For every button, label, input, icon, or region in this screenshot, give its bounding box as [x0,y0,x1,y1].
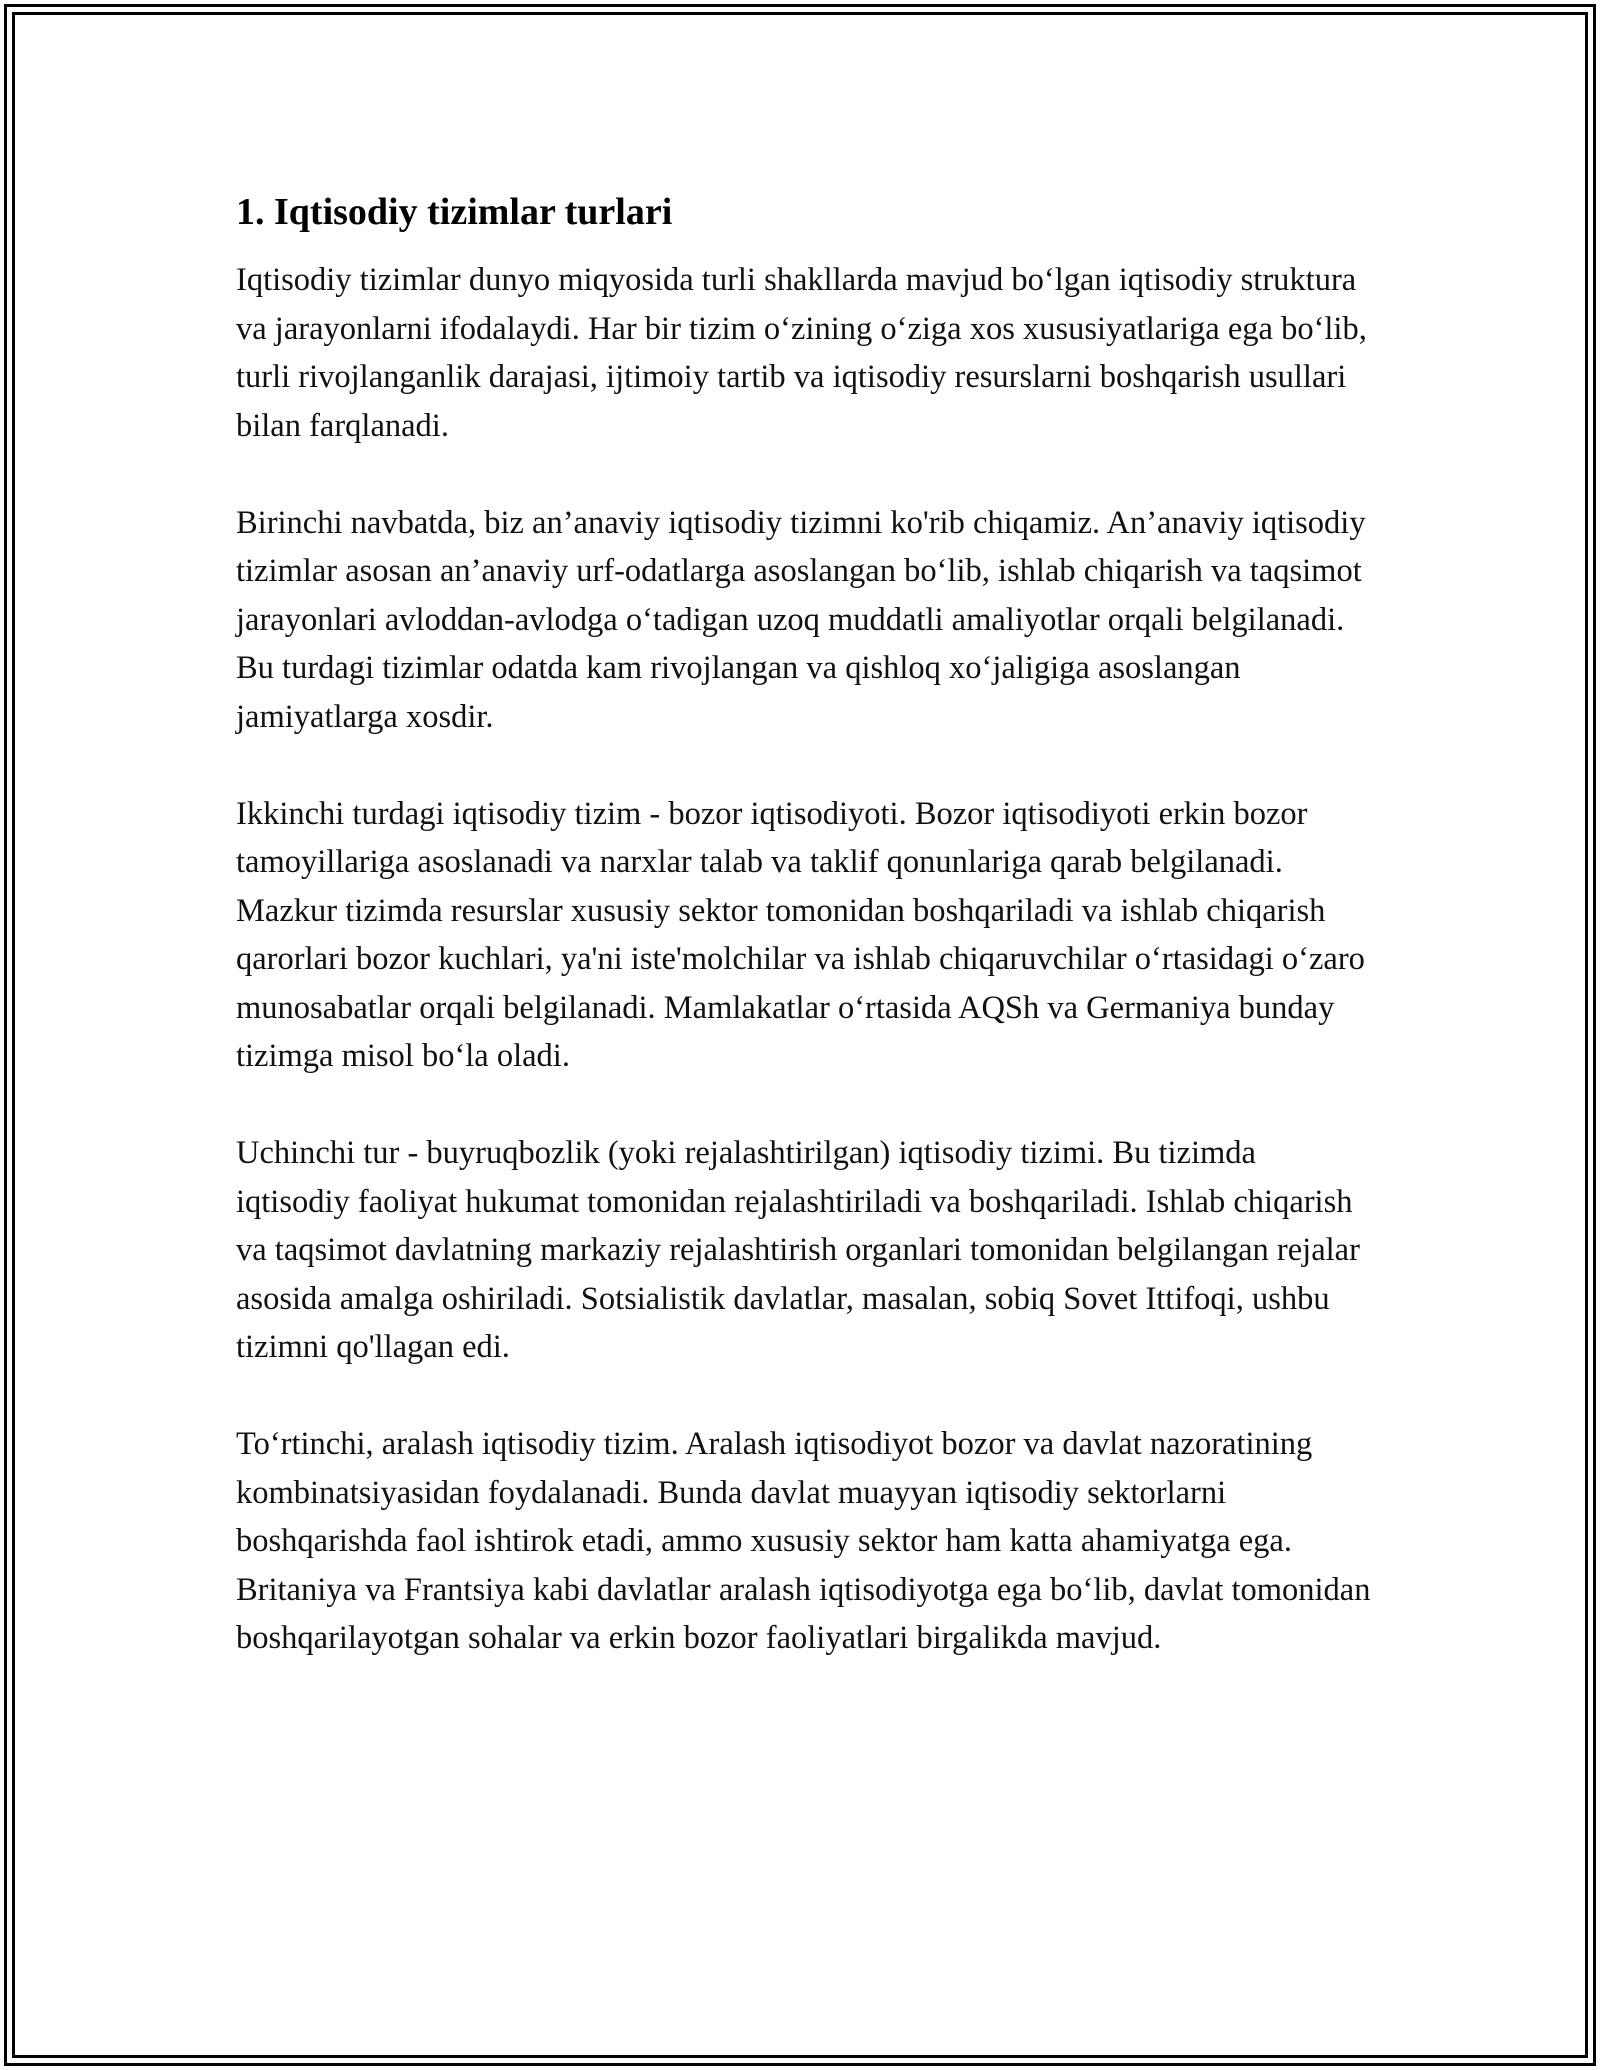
paragraph-mixed-economy: To‘rtinchi, aralash iqtisodiy tizim. Aralash iqtisodiyot bozor va davlat nazoratining kombinatsiyasidan foydalanadi. Bunda davlat muayyan iqtisodiy sektorlarni boshqarishda faol ishtirok etadi, ammo xususiy sektor ham katta ahamiyatga ega. Britaniya va Frantsiya kabi davlatlar aralash iqtisodiyotga ega bo‘lib, davlat tomonidan boshqarilayotgan sohalar va erkin bozor faoliyatlari birgalikda mavjud. [236,1426,1371,1656]
document-body [236,188,1376,1663]
paragraph-command-economy: Uchinchi tur - buyruqbozlik (yoki rejalashtirilgan) iqtisodiy tizimi. Bu tizimda iqtisodiy faoliyat hukumat tomonidan rejalashtiriladi va boshqariladi. Ishlab chiqarish va taqsimot davlatning markaziy rejalashtirish organlari tomonidan belgilangan rejalar asosida amalga oshiriladi. Sotsialistik davlatlar, masalan, sobiq Sovet Ittifoqi, ushbu tizimni qo'llagan edi. [236,1135,1360,1365]
section-title: 1. Iqtisodiy tizimlar turlari [236,191,673,233]
paragraph-intro: Iqtisodiy tizimlar dunyo miqyosida turli shakllarda mavjud bo‘lgan iqtisodiy struktura va jarayonlarni ifodalaydi. Har bir tizim o‘zining o‘ziga xos xususiyatlariga ega bo‘lib, turli rivojlanganlik darajasi, ijtimoiy tartib va iqtisodiy resurslarni boshqarish usullari bilan farqlanadi. [236,262,1367,444]
paragraph-traditional-economy: Birinchi navbatda, biz an’anaviy iqtisodiy tizimni ko'rib chiqamiz. An’anaviy iqtisodiy tizimlar asosan an’anaviy urf-odatlarga asoslangan bo‘lib, ishlab chiqarish va taqsimot jarayonlari avloddan-avlodga o‘tadigan uzoq muddatli amaliyotlar orqali belgilanadi. Bu turdagi tizimlar odatda kam rivojlangan va qishloq xo‘jaligiga asoslangan jamiyatlarga xosdir. [236,504,1366,735]
paragraph-market-economy: Ikkinchi turdagi iqtisodiy tizim - bozor iqtisodiyoti. Bozor iqtisodiyoti erkin bozor tamoyillariga asoslanadi va narxlar talab va taklif qonunlariga qarab belgilanadi. Mazkur tizimda resurslar xususiy sektor tomonidan boshqariladi va ishlab chiqarish qarorlari bozor kuchlari, ya'ni iste'molchilar va ishlab chiqaruvchilar o‘rtasidagi o‘zaro munosabatlar orqali belgilanadi. Mamlakatlar o‘rtasida AQSh va Germaniya bunday tizimga misol bo‘la oladi. [236,795,1365,1074]
